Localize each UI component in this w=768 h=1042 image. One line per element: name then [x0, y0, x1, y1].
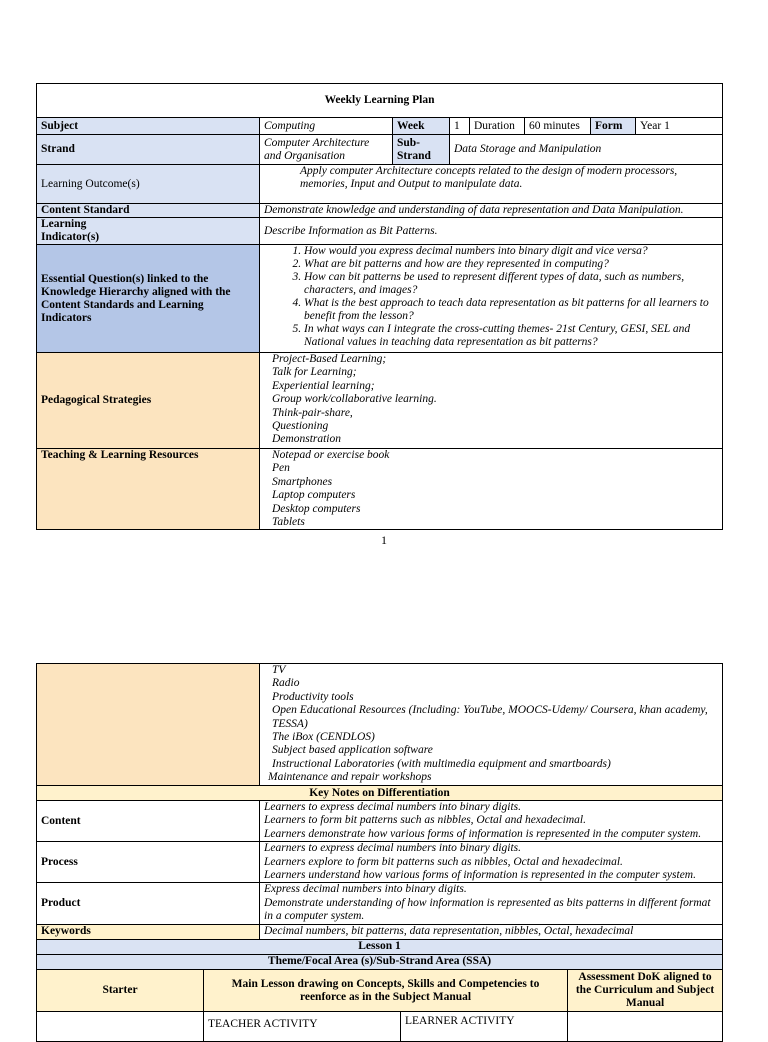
process-cell	[260, 842, 723, 883]
content-row	[37, 801, 723, 842]
resource-item: Maintenance and repair workshops	[268, 771, 432, 784]
content-label: Content	[37, 801, 260, 842]
assessment-header: Assessment DoK aligned to the Curriculum and Subject Manual	[568, 970, 723, 1012]
resources-cell	[260, 449, 723, 530]
process-row	[37, 842, 723, 883]
process-item: Learners to express decimal numbers into binary digits.	[264, 842, 522, 855]
outcome-row	[37, 165, 723, 204]
process-item: Learners explore to form bit patterns such as nibbles, Octal and hexadecimal.	[264, 855, 623, 868]
resources-row	[37, 449, 723, 530]
product-label: Product	[37, 883, 260, 924]
pedagogical-item: Think-pair-share,	[272, 406, 353, 419]
content-item: Learners demonstrate how various forms of information is represented in the computer system.	[264, 827, 702, 840]
essential-question: 4. What is the best approach to teach data representation as bit patterns for all learners to benefit from the lesson?	[304, 297, 718, 323]
activity-row	[37, 1012, 723, 1042]
resources-label: Teaching & Learning Resources	[37, 449, 260, 530]
content-item: Learners to express decimal numbers into binary digits.	[264, 801, 522, 813]
lesson-structure-header-row	[37, 970, 723, 1012]
resource-item: Smartphones	[272, 475, 333, 488]
weekly-plan-table	[36, 83, 723, 530]
theme-heading-row	[37, 954, 723, 969]
keywords-label: Keywords	[37, 924, 260, 939]
essential-questions-list	[264, 245, 718, 349]
lesson-heading-row	[37, 939, 723, 954]
lesson-structure-table	[36, 969, 723, 1042]
assessment-cell	[568, 1012, 723, 1042]
pedagogical-item: Experiential learning;	[272, 379, 375, 392]
resource-item: Notepad or exercise book	[272, 449, 390, 461]
resource-item: Tablets	[272, 516, 305, 529]
essential-questions-row	[37, 245, 723, 353]
resources-continued-label	[37, 664, 260, 786]
pedagogical-row	[37, 353, 723, 449]
main-lesson-header: Main Lesson drawing on Concepts, Skills and Competencies to reenforce as in the Subject Manual	[204, 970, 568, 1012]
theme-heading: Theme/Focal Area (s)/Sub-Strand Area (SSA)	[37, 954, 723, 969]
indicator-label-line-2: Indicator(s)	[41, 231, 100, 243]
pedagogical-label: Pedagogical Strategies	[37, 353, 260, 449]
resource-item: Productivity tools	[272, 690, 354, 703]
resource-item: Desktop computers	[272, 502, 361, 515]
resource-item: Laptop computers	[272, 489, 356, 502]
substrand-value: Data Storage and Manipulation	[450, 135, 723, 165]
content-standard-row	[37, 204, 723, 218]
essential-question: 2. What are bit patterns and how are they represented in computing?	[304, 258, 718, 271]
indicator-label	[37, 218, 260, 245]
resource-item: Open Educational Resources (Including: YouTube, MOOCS-Udemy/ Coursera, khan academy, TESSA)	[272, 704, 708, 730]
indicator-value: Describe Information as Bit Patterns.	[260, 218, 723, 245]
strand-row	[37, 135, 723, 165]
page-number: 1	[381, 533, 387, 547]
process-label: Process	[37, 842, 260, 883]
subject-label: Subject	[37, 118, 260, 135]
essential-questions-label: Essential Question(s) linked to the Knowledge Hierarchy aligned with the Content Standards and Learning Indicators	[37, 245, 260, 353]
resource-item: Instructional Laboratories (with multimedia equipment and smartboards)	[272, 757, 611, 770]
pedagogical-item: Group work/collaborative learning.	[272, 393, 437, 406]
content-standard-value: Demonstrate knowledge and understanding of data representation and Data Manipulation.	[260, 204, 723, 218]
essential-question: 1. How would you express decimal numbers into binary digit and vice versa?	[304, 245, 718, 258]
substrand-label: Sub-Strand	[393, 135, 450, 165]
outcome-label: Learning Outcome(s)	[37, 165, 260, 204]
plan-title: Weekly Learning Plan	[37, 84, 723, 118]
resource-item: The iBox (CENDLOS)	[272, 731, 375, 744]
pedagogical-cell	[260, 353, 723, 449]
essential-questions-cell	[260, 245, 723, 353]
product-item: Express decimal numbers into binary digits.	[264, 883, 467, 896]
weekly-plan-table-continued	[36, 663, 723, 970]
indicator-row	[37, 218, 723, 245]
resource-item: TV	[272, 664, 286, 676]
process-item: Learners understand how various forms of information is represented in the computer system.	[264, 869, 696, 882]
differentiation-heading: Key Notes on Differentiation	[37, 786, 723, 801]
week-label: Week	[393, 118, 450, 135]
subject-value: Computing	[260, 118, 393, 135]
keywords-row	[37, 924, 723, 939]
lesson-heading: Lesson 1	[37, 939, 723, 954]
resource-item: Pen	[272, 462, 290, 475]
resources-continued-row	[37, 664, 723, 786]
duration-label: Duration	[470, 118, 525, 135]
essential-question: 3. How can bit patterns be used to represent different types of data, such as numbers, characters, and images?	[304, 271, 718, 297]
product-cell	[260, 883, 723, 924]
differentiation-heading-row	[37, 786, 723, 801]
resource-item: Radio	[272, 677, 300, 690]
keywords-value: Decimal numbers, bit patterns, data representation, nibbles, Octal, hexadecimal	[260, 924, 723, 939]
subject-row	[37, 118, 723, 135]
content-item: Learners to form bit patterns such as nibbles, Octal and hexadecimal.	[264, 814, 586, 827]
indicator-label-line-1: Learning	[41, 218, 87, 230]
pedagogical-item: Questioning	[272, 420, 329, 433]
product-row	[37, 883, 723, 924]
form-value: Year 1	[636, 118, 723, 135]
form-label: Form	[591, 118, 636, 135]
resources-continued-cell	[260, 664, 723, 786]
content-standard-label: Content Standard	[37, 204, 260, 218]
duration-value: 60 minutes	[525, 118, 591, 135]
teacher-activity-header: TEACHER ACTIVITY	[204, 1012, 401, 1042]
learner-activity-header: LEARNER ACTIVITY	[401, 1012, 568, 1042]
starter-cell	[37, 1012, 204, 1042]
strand-value: Computer Architecture and Organisation	[260, 135, 393, 165]
starter-header: Starter	[37, 970, 204, 1012]
pedagogical-item: Talk for Learning;	[272, 366, 357, 379]
week-value: 1	[450, 118, 470, 135]
pedagogical-item: Project-Based Learning;	[272, 353, 387, 365]
strand-label: Strand	[37, 135, 260, 165]
pedagogical-item: Demonstration	[272, 433, 341, 446]
essential-question: 5. In what ways can I integrate the cross-cutting themes- 21st Century, GESI, SEL and National values in teaching data representation as bit patterns?	[304, 323, 718, 349]
content-cell	[260, 801, 723, 842]
outcome-value: Apply computer Architecture concepts related to the design of modern processors, memories, Input and Output to manipulate data.	[260, 165, 723, 204]
resource-item: Subject based application software	[272, 744, 433, 757]
product-item: Demonstrate understanding of how information is represented as bits patterns in different format in a computer system.	[264, 896, 711, 923]
